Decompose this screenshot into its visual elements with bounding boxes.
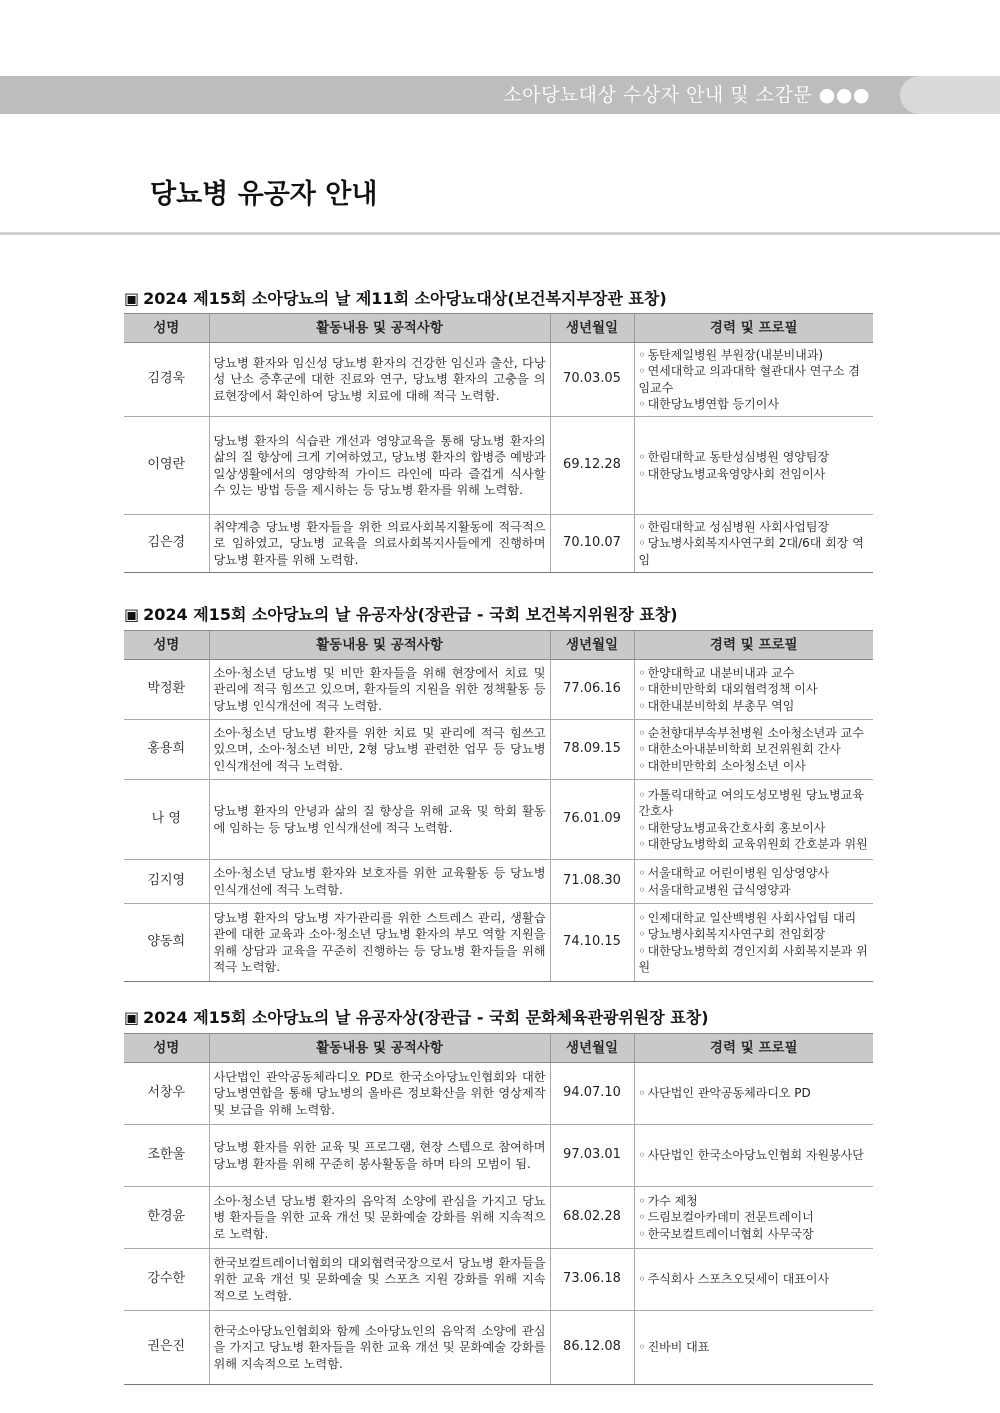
career-cell bbox=[634, 1311, 873, 1385]
career-item: ◦ 대한비만학회 소아청소년 이사 bbox=[639, 758, 870, 775]
career-cell bbox=[634, 417, 873, 515]
awardee-name: 박정환 bbox=[124, 660, 209, 720]
header-tab bbox=[900, 76, 1000, 114]
awards-table bbox=[124, 313, 873, 573]
career-item: ◦ 대한당뇨병학회 경인지회 사회복지분과 위원 bbox=[639, 943, 870, 976]
table-header-row bbox=[124, 1034, 873, 1063]
col-header-birth: 생년월일 bbox=[550, 631, 634, 660]
header-title: 소아당뇨대상 수상자 안내 및 소감문 ●●● bbox=[503, 84, 870, 106]
career-item: ◦ 대한내분비학회 부총무 역임 bbox=[639, 698, 870, 715]
career-cell bbox=[634, 1125, 873, 1187]
career-cell bbox=[634, 720, 873, 780]
career-item: ◦ 서울대학교병원 급식영양과 bbox=[639, 882, 870, 899]
table-row bbox=[124, 860, 873, 904]
section-heading: ▣ 2024 제15회 소아당뇨의 날 유공자상(장관급 - 국회 문화체육관광위원장 표창) bbox=[124, 1008, 709, 1027]
activity-cell: 한국소아당뇨인협회와 함께 소아당뇨인의 음악적 소양에 관심을 가지고 당뇨병 환자들을 위한 교육 개선 및 문화예술 강화를 위해 지속적으로 노력함. bbox=[209, 1311, 550, 1385]
table-row bbox=[124, 904, 873, 982]
awardee-name: 나 영 bbox=[124, 780, 209, 860]
activity-cell: 한국보컬트레이너협회의 대외협력국장으로서 당뇨병 환자들을 위한 교육 개선 및 문화예술 및 스포츠 지원 강화를 위해 지속적으로 노력함. bbox=[209, 1249, 550, 1311]
awardee-name: 이영란 bbox=[124, 417, 209, 515]
title-divider bbox=[0, 232, 1000, 235]
col-header-birth: 생년월일 bbox=[550, 314, 634, 343]
awardee-name: 조한울 bbox=[124, 1125, 209, 1187]
activity-cell: 소아·청소년 당뇨병 환자를 위한 치료 및 관리에 적극 힘쓰고 있으며, 소아·청소년 비만, 2형 당뇨병 관련한 업무 등 당뇨병 인식개선에 적극 노력함. bbox=[209, 720, 550, 780]
birth-date: 97.03.01 bbox=[550, 1125, 634, 1187]
career-cell bbox=[634, 343, 873, 417]
activity-cell: 당뇨병 환자의 당뇨병 자가관리를 위한 스트레스 관리, 생활습관에 대한 교육과 소아·청소년 당뇨병 환자의 부모 역할 지원을 위해 상담과 교육을 꾸준히 진행하는 등 당뇨병 환자들을 위해 적극 노력함. bbox=[209, 904, 550, 982]
col-header-activity: 활동내용 및 공적사항 bbox=[209, 1034, 550, 1063]
activity-cell: 소아·청소년 당뇨병 및 비만 환자들을 위해 현장에서 치료 및 관리에 적극 힘쓰고 있으며, 환자들의 지원을 위한 정책활동 등 당뇨병 인식개선에 적극 노력함. bbox=[209, 660, 550, 720]
career-item: ◦ 서울대학교 어린이병원 임상영양사 bbox=[639, 865, 870, 882]
table-row bbox=[124, 720, 873, 780]
col-header-name: 성명 bbox=[124, 314, 209, 343]
career-cell bbox=[634, 1249, 873, 1311]
career-item: ◦ 대한비만학회 대외협력정책 이사 bbox=[639, 681, 870, 698]
table-row bbox=[124, 1187, 873, 1249]
career-item: ◦ 한국보컬트레이너협회 사무국장 bbox=[639, 1226, 870, 1243]
career-item: ◦ 드림보컬아카데미 전문트레이너 bbox=[639, 1209, 870, 1226]
awardee-name: 권은진 bbox=[124, 1311, 209, 1385]
career-item: ◦ 대한당뇨병교육간호사회 홍보이사 bbox=[639, 820, 870, 837]
square-bullet-icon: ▣ bbox=[124, 1008, 140, 1027]
birth-date: 94.07.10 bbox=[550, 1063, 634, 1125]
table-header-row bbox=[124, 631, 873, 660]
career-cell bbox=[634, 904, 873, 982]
career-item: ◦ 사단법인 한국소아당뇨인협회 자원봉사단 bbox=[639, 1147, 870, 1164]
career-item: ◦ 가수 제청 bbox=[639, 1193, 870, 1210]
career-item: ◦ 한림대학교 성심병원 사회사업팀장 bbox=[639, 519, 870, 536]
table-row bbox=[124, 1125, 873, 1187]
birth-date: 73.06.18 bbox=[550, 1249, 634, 1311]
activity-cell: 당뇨병 환자와 임신성 당뇨병 환자의 건강한 임신과 출산, 다낭성 난소 증후군에 대한 진료와 연구, 당뇨병 환자의 고충을 의료현장에서 확인하여 당뇨병 치료에 대해 적극 노력함. bbox=[209, 343, 550, 417]
section-heading: ▣ 2024 제15회 소아당뇨의 날 유공자상(장관급 - 국회 보건복지위원장 표창) bbox=[124, 605, 678, 624]
activity-cell: 사단법인 관악공동체라디오 PD로 한국소아당뇨인협회와 대한당뇨병연합을 통해 당뇨병의 올바른 정보확산을 위한 영상제작 및 보급을 위해 노력함. bbox=[209, 1063, 550, 1125]
career-item: ◦ 사단법인 관악공동체라디오 PD bbox=[639, 1085, 870, 1102]
career-item: ◦ 연세대학교 의과대학 혈관대사 연구소 겸임교수 bbox=[639, 363, 870, 396]
awardee-name: 강수한 bbox=[124, 1249, 209, 1311]
col-header-name: 성명 bbox=[124, 1034, 209, 1063]
awardee-name: 한경윤 bbox=[124, 1187, 209, 1249]
activity-cell: 당뇨병 환자의 안녕과 삶의 질 향상을 위해 교육 및 학회 활동에 임하는 등 당뇨병 인식개선에 적극 노력함. bbox=[209, 780, 550, 860]
awardee-name: 양동희 bbox=[124, 904, 209, 982]
birth-date: 78.09.15 bbox=[550, 720, 634, 780]
table-row bbox=[124, 417, 873, 515]
activity-cell: 당뇨병 환자의 식습관 개선과 영양교육을 통해 당뇨병 환자의 삶의 질 향상에 크게 기여하였고, 당뇨병 환자의 합병증 예방과 일상생활에서의 영양학적 가이드 라인에 따라 즐겁게 식사할 수 있는 방법 등을 제시하는 등 당뇨병 환자를 위해 노력함. bbox=[209, 417, 550, 515]
table-row bbox=[124, 780, 873, 860]
career-item: ◦ 한양대학교 내분비내과 교수 bbox=[639, 665, 870, 682]
awardee-name: 홍용희 bbox=[124, 720, 209, 780]
table-row bbox=[124, 1249, 873, 1311]
awardee-name: 서창우 bbox=[124, 1063, 209, 1125]
career-cell bbox=[634, 660, 873, 720]
birth-date: 76.01.09 bbox=[550, 780, 634, 860]
career-item: ◦ 진바비 대표 bbox=[639, 1339, 870, 1356]
col-header-activity: 활동내용 및 공적사항 bbox=[209, 631, 550, 660]
career-item: ◦ 대한소아내분비학회 보건위원회 간사 bbox=[639, 741, 870, 758]
career-cell bbox=[634, 860, 873, 904]
col-header-career: 경력 및 프로필 bbox=[634, 631, 873, 660]
career-item: ◦ 동탄제일병원 부원장(내분비내과) bbox=[639, 347, 870, 364]
col-header-career: 경력 및 프로필 bbox=[634, 1034, 873, 1063]
career-item: ◦ 대한당뇨병교육영양사회 전임이사 bbox=[639, 466, 870, 483]
col-header-name: 성명 bbox=[124, 631, 209, 660]
table-header-row bbox=[124, 314, 873, 343]
table-row bbox=[124, 343, 873, 417]
table-row bbox=[124, 660, 873, 720]
awards-table bbox=[124, 630, 873, 982]
birth-date: 69.12.28 bbox=[550, 417, 634, 515]
awardee-name: 김경욱 bbox=[124, 343, 209, 417]
birth-date: 68.02.28 bbox=[550, 1187, 634, 1249]
activity-cell: 당뇨병 환자를 위한 교육 및 프로그램, 현장 스텝으로 참여하며 당뇨병 환자를 위해 꾸준히 봉사활동을 하며 타의 모범이 됨. bbox=[209, 1125, 550, 1187]
activity-cell: 소아·청소년 당뇨병 환자의 음악적 소양에 관심을 가지고 당뇨병 환자들을 위한 교육 개선 및 문화예술 강화를 위해 지속적으로 노력함. bbox=[209, 1187, 550, 1249]
square-bullet-icon: ▣ bbox=[124, 605, 140, 624]
birth-date: 74.10.15 bbox=[550, 904, 634, 982]
career-item: ◦ 인제대학교 일산백병원 사회사업팀 대리 bbox=[639, 910, 870, 927]
career-item: ◦ 당뇨병사회복지사연구회 전임회장 bbox=[639, 926, 870, 943]
birth-date: 70.03.05 bbox=[550, 343, 634, 417]
career-item: ◦ 당뇨병사회복지사연구회 2대/6대 회장 역임 bbox=[639, 535, 870, 568]
table-row bbox=[124, 515, 873, 573]
page-title: 당뇨병 유공자 안내 bbox=[150, 179, 378, 210]
career-cell bbox=[634, 1187, 873, 1249]
birth-date: 71.08.30 bbox=[550, 860, 634, 904]
col-header-birth: 생년월일 bbox=[550, 1034, 634, 1063]
col-header-activity: 활동내용 및 공적사항 bbox=[209, 314, 550, 343]
table-row bbox=[124, 1311, 873, 1385]
career-item: ◦ 대한당뇨병학회 교육위원회 간호분과 위원 bbox=[639, 836, 870, 853]
table-row bbox=[124, 1063, 873, 1125]
career-item: ◦ 순천향대부속부천병원 소아청소년과 교수 bbox=[639, 725, 870, 742]
col-header-career: 경력 및 프로필 bbox=[634, 314, 873, 343]
birth-date: 86.12.08 bbox=[550, 1311, 634, 1385]
career-item: ◦ 한림대학교 동탄성심병원 영양팀장 bbox=[639, 449, 870, 466]
activity-cell: 취약계층 당뇨병 환자들을 위한 의료사회복지활동에 적극적으로 임하였고, 당뇨병 교육을 의료사회복지사들에게 진행하며 당뇨병 환자를 위해 노력함. bbox=[209, 515, 550, 573]
career-cell bbox=[634, 515, 873, 573]
activity-cell: 소아·청소년 당뇨병 환자와 보호자를 위한 교육활동 등 당뇨병 인식개선에 적극 노력함. bbox=[209, 860, 550, 904]
awards-table bbox=[124, 1033, 873, 1385]
section-heading: ▣ 2024 제15회 소아당뇨의 날 제11회 소아당뇨대상(보건복지부장관 표창) bbox=[124, 289, 667, 308]
awardee-name: 김은경 bbox=[124, 515, 209, 573]
birth-date: 77.06.16 bbox=[550, 660, 634, 720]
career-cell bbox=[634, 780, 873, 860]
career-item: ◦ 주식회사 스포츠오딧세이 대표이사 bbox=[639, 1271, 870, 1288]
career-item: ◦ 대한당뇨병연합 등기이사 bbox=[639, 396, 870, 413]
birth-date: 70.10.07 bbox=[550, 515, 634, 573]
awardee-name: 김지영 bbox=[124, 860, 209, 904]
square-bullet-icon: ▣ bbox=[124, 289, 140, 308]
career-item: ◦ 가톨릭대학교 여의도성모병원 당뇨병교육간호사 bbox=[639, 787, 870, 820]
career-cell bbox=[634, 1063, 873, 1125]
